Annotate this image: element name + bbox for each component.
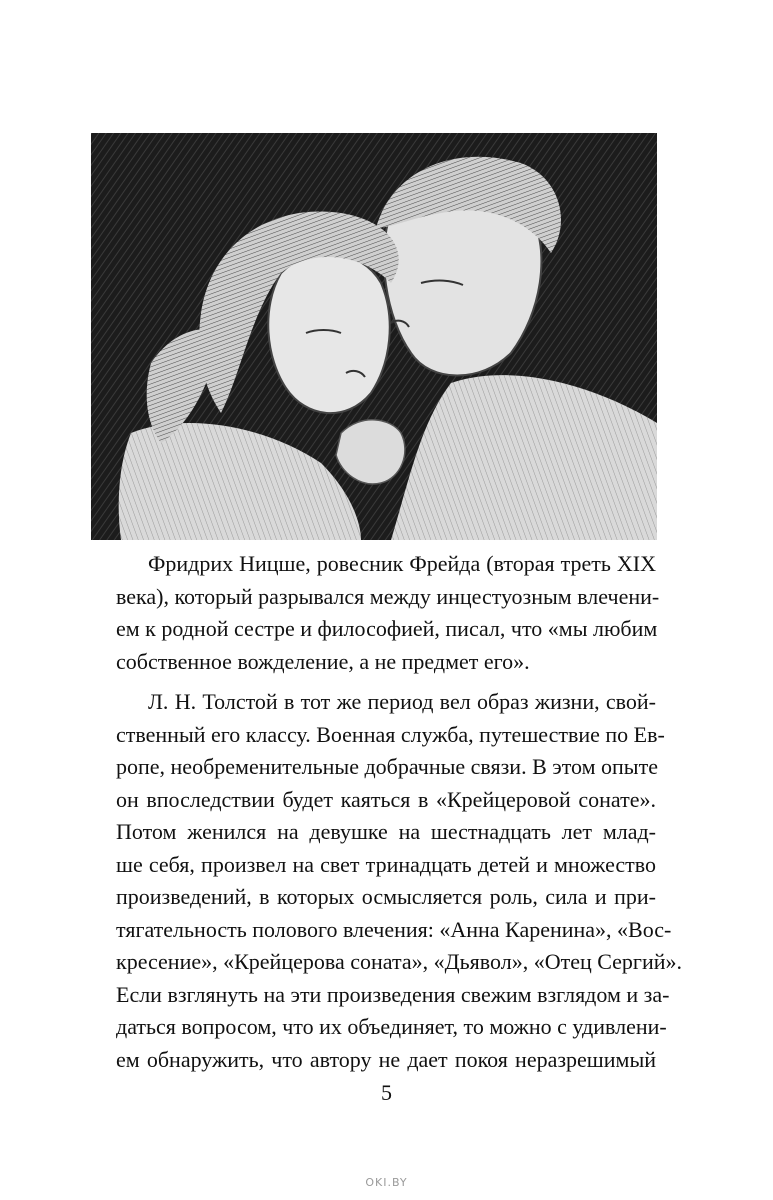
paragraph-1: [116, 548, 660, 678]
text-line: кресение», «Крейцерова соната», «Дьявол», «Отец Сергий».: [116, 949, 683, 974]
text-line: собственное вожделение, а не предмет его».: [116, 648, 530, 674]
text-line: ем к родной сестре и философией, писал, что «мы любим: [116, 616, 658, 641]
text-line: Если взглянуть на эти произведения свежим взглядом и за-: [116, 981, 670, 1007]
text-line: произведений, в которых осмысляется роль, сила и при-: [116, 884, 656, 909]
sketch-illustration: [91, 133, 657, 540]
couple-sketch-image: [91, 133, 657, 540]
text-line: он впоследствии будет каяться в «Крейцеровой сонате».: [116, 786, 656, 812]
page-number: 5: [381, 1080, 392, 1105]
text-line: даться вопросом, что их объединяет, то можно с удивлени-: [116, 1014, 667, 1039]
text-line: ем обнаружить, что автору не дает покоя неразрешимый: [116, 1046, 656, 1072]
text-line: Л. Н. Толстой в тот же период вел образ жизни, свой-: [148, 689, 656, 714]
site-watermark: OKI.BY: [365, 1176, 408, 1189]
text-line: ше себя, произвел на свет тринадцать детей и множество: [116, 851, 656, 877]
text-line: ропе, необременительные добрачные связи. В этом опыте: [116, 754, 658, 779]
text-line: Фридрих Ницше, ровесник Фрейда (вторая треть XIX: [148, 551, 656, 576]
body-text: [116, 548, 683, 1084]
text-line: Потом женился на девушке на шестнадцать лет млад-: [116, 819, 656, 844]
paragraph-2: [116, 686, 683, 1076]
text-line: ственный его классу. Военная служба, путешествие по Ев-: [116, 721, 665, 747]
text-line: века), который разрывался между инцестуозным влечени-: [116, 583, 660, 609]
text-line: тягательность полового влечения: «Анна Каренина», «Вос-: [116, 916, 672, 942]
